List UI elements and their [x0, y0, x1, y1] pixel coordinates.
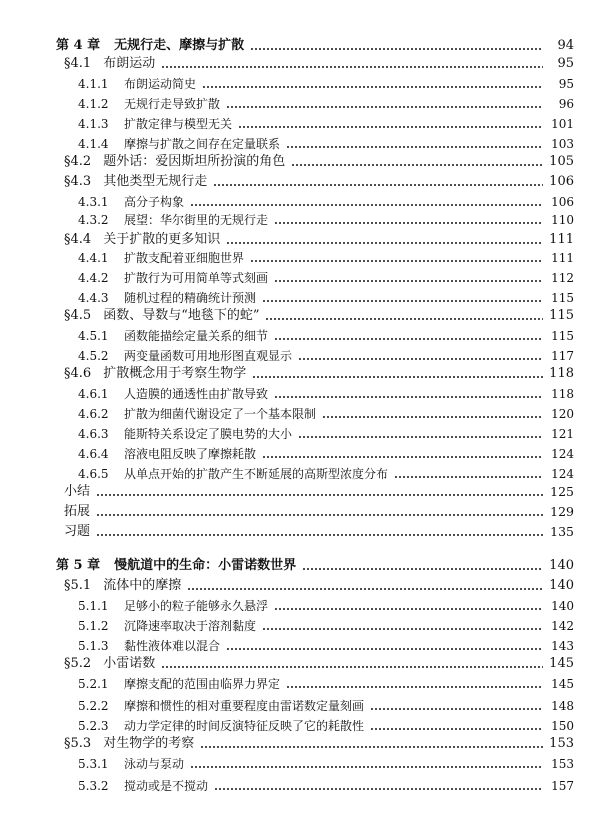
toc-entry: [0, 268, 614, 288]
toc-entry-page: 118: [549, 366, 574, 381]
dot-leader: [262, 628, 543, 630]
dot-leader: [252, 376, 543, 378]
toc-entry: [0, 384, 614, 404]
toc-entry: [0, 596, 614, 616]
toc-entry-page: 125: [550, 484, 574, 499]
toc-entry-page: 115: [549, 308, 574, 323]
toc-entry-number: §4.1: [64, 56, 92, 71]
dot-leader: [298, 436, 543, 438]
toc-entry: [0, 556, 614, 576]
toc-entry-number: 4.1.3: [78, 117, 109, 131]
toc-entry-page: 140: [551, 599, 574, 613]
toc-entry-number: §5.2: [64, 656, 92, 671]
toc-entry-title: 无规行走、摩擦与扩散: [114, 38, 245, 53]
dot-leader: [262, 300, 543, 302]
toc-entry-title: 扩散概念用于考察生物学: [103, 366, 247, 381]
toc-entry-title: 摩擦和惯性的相对重要程度由雷诺数定量刻画: [124, 699, 365, 713]
toc-entry-page: 153: [549, 736, 574, 751]
toc-entry-title: 函数能描绘定量关系的细节: [124, 329, 269, 343]
dot-leader: [250, 48, 543, 50]
toc-entry-title: 小结: [64, 484, 91, 499]
toc-entry: [0, 716, 614, 736]
toc-entry-number: 4.4.1: [78, 251, 109, 265]
toc-entry-page: 129: [550, 504, 574, 519]
toc-entry-number: 5.3.1: [78, 757, 109, 771]
toc-entry-title: 习题: [64, 524, 91, 539]
toc-entry-page: 150: [551, 719, 574, 733]
toc-entry-title: 布朗运动简史: [124, 77, 197, 91]
toc-entry-number: 4.6.1: [78, 387, 109, 401]
toc-entry-title: 足够小的粒子能够永久悬浮: [124, 599, 269, 613]
toc-entry-page: 103: [551, 137, 574, 151]
dot-leader: [322, 416, 543, 418]
toc-entry: [0, 734, 614, 754]
toc-entry-page: 94: [557, 38, 574, 53]
dot-leader: [190, 204, 543, 206]
toc-entry-title: 流体中的摩擦: [103, 578, 182, 593]
toc-entry-page: 124: [551, 467, 574, 481]
dot-leader: [286, 686, 543, 688]
dot-leader: [96, 514, 543, 516]
toc-entry-page: 115: [551, 329, 574, 343]
toc-entry-page: 105: [549, 154, 574, 169]
dot-leader: [274, 396, 543, 398]
dot-leader: [238, 126, 543, 128]
toc-entry-number: §4.4: [64, 232, 92, 247]
dot-leader: [370, 708, 543, 710]
toc-entry-number: 4.1.2: [78, 97, 109, 111]
toc-entry-number: 第 5 章: [56, 558, 101, 573]
dot-leader: [394, 476, 543, 478]
toc-entry: [0, 210, 614, 230]
toc-entry-title: 人造膜的通透性由扩散导致: [124, 387, 269, 401]
dot-leader: [226, 242, 543, 244]
toc-entry: [0, 754, 614, 774]
toc-entry-page: 106: [549, 174, 574, 189]
toc-entry-title: 扩散支配着亚细胞世界: [124, 251, 245, 265]
toc-entry: [0, 326, 614, 346]
toc-entry: [0, 404, 614, 424]
toc-entry-title: 搅动或是不搅动: [124, 779, 209, 793]
toc-entry-page: 121: [551, 427, 574, 441]
toc-entry-page: 142: [551, 619, 574, 633]
toc-entry-title: 慢航道中的生命：小雷诺数世界: [114, 558, 297, 573]
toc-entry-page: 153: [551, 757, 574, 771]
toc-entry-number: 第 4 章: [56, 38, 101, 53]
toc-entry: [0, 74, 614, 94]
toc-entry-number: §4.5: [64, 308, 92, 323]
dot-leader: [274, 222, 543, 224]
toc-entry-page: 145: [549, 656, 574, 671]
toc-entry-number: 4.6.2: [78, 407, 109, 421]
toc-entry-title: 拓展: [64, 504, 91, 519]
dot-leader: [291, 164, 543, 166]
toc-entry-title: 扩散行为可用简单等式刻画: [124, 271, 269, 285]
toc-entry: [0, 522, 614, 542]
toc-entry: [0, 172, 614, 192]
toc-entry: [0, 696, 614, 716]
toc-entry-page: 112: [551, 271, 574, 285]
toc-entry: [0, 114, 614, 134]
toc-entry-title: 两变量函数可用地形图直观显示: [124, 349, 293, 363]
dot-leader: [298, 358, 543, 360]
toc-entry-number: 5.2.3: [78, 719, 109, 733]
toc-entry: [0, 306, 614, 326]
toc-entry: [0, 616, 614, 636]
toc-entry-number: §4.2: [64, 154, 92, 169]
toc-entry-title: 泳动与泵动: [124, 757, 185, 771]
toc-entry-title: 扩散定律与模型无关: [124, 117, 233, 131]
toc-entry: [0, 776, 614, 796]
toc-entry-page: 111: [549, 232, 574, 247]
dot-leader: [274, 338, 543, 340]
toc-entry-number: §5.3: [64, 736, 92, 751]
toc-entry-page: 110: [551, 213, 574, 227]
toc-entry-number: 4.1.4: [78, 137, 109, 151]
toc-entry-title: 其他类型无规行走: [103, 174, 208, 189]
toc-entry: [0, 192, 614, 212]
dot-leader: [370, 728, 543, 730]
toc-entry-page: 95: [558, 77, 574, 91]
toc-entry-page: 117: [551, 349, 574, 363]
toc-entry-page: 120: [551, 407, 574, 421]
toc-entry-title: 沉降速率取决于溶剂黏度: [124, 619, 257, 633]
toc-entry-title: 摩擦与扩散之间存在定量联系: [124, 137, 281, 151]
toc-entry: [0, 364, 614, 384]
toc-entry-number: §5.1: [64, 578, 92, 593]
toc-entry-number: 5.2.2: [78, 699, 109, 713]
toc-entry-title: 布朗运动: [103, 56, 156, 71]
toc-entry-title: 从单点开始的扩散产生不断延展的高斯型浓度分布: [124, 467, 389, 481]
toc-entry-title: 动力学定律的时间反演特征反映了它的耗散性: [124, 719, 365, 733]
toc-entry-page: 143: [551, 639, 574, 653]
toc-entry-number: 5.2.1: [78, 677, 109, 691]
toc-entry: [0, 288, 614, 308]
dot-leader: [161, 66, 543, 68]
toc-entry-page: 101: [551, 117, 574, 131]
toc-entry: [0, 636, 614, 656]
toc-entry-title: 小雷诺数: [103, 656, 156, 671]
toc-entry-title: 展望：华尔街里的无规行走: [124, 213, 269, 227]
toc-entry-title: 黏性液体难以混合: [124, 639, 221, 653]
dot-leader: [200, 746, 543, 748]
toc-entry-number: 5.1.1: [78, 599, 109, 613]
toc-entry-number: 5.1.3: [78, 639, 109, 653]
dot-leader: [302, 568, 543, 570]
toc-entry-title: 能斯特关系设定了膜电势的大小: [124, 427, 293, 441]
toc-entry-title: 函数、导数与“地毯下的蛇”: [103, 308, 260, 323]
dot-leader: [265, 318, 543, 320]
toc-entry-title: 扩散为细菌代谢设定了一个基本限制: [124, 407, 317, 421]
toc-entry-page: 115: [551, 291, 574, 305]
dot-leader: [274, 608, 543, 610]
toc-entry-title: 溶液电阻反映了摩擦耗散: [124, 447, 257, 461]
toc-entry: [0, 152, 614, 172]
dot-leader: [96, 534, 543, 536]
dot-leader: [274, 280, 543, 282]
toc-entry-title: 摩擦支配的范围由临界力界定: [124, 677, 281, 691]
toc-entry-number: 4.6.5: [78, 467, 109, 481]
toc-entry: [0, 444, 614, 464]
toc-entry-page: 111: [551, 251, 574, 265]
toc-entry: [0, 502, 614, 522]
toc-entry-number: §4.3: [64, 174, 92, 189]
toc-entry-page: 145: [551, 677, 574, 691]
toc-entry-title: 高分子构象: [124, 195, 185, 209]
toc-entry-number: 4.4.2: [78, 271, 109, 285]
toc-entry: [0, 134, 614, 154]
dot-leader: [226, 648, 543, 650]
toc-entry: [0, 482, 614, 502]
toc-entry-number: 4.3.1: [78, 195, 109, 209]
dot-leader: [250, 260, 543, 262]
toc-entry-number: 4.3.2: [78, 213, 109, 227]
toc-entry-page: 135: [550, 524, 574, 539]
toc-entry: [0, 464, 614, 484]
toc-entry: [0, 576, 614, 596]
toc-entry-page: 95: [557, 56, 574, 71]
toc-entry-page: 157: [551, 779, 574, 793]
dot-leader: [226, 106, 543, 108]
toc-entry-title: 随机过程的精确统计预测: [124, 291, 257, 305]
toc-entry-number: 4.6.3: [78, 427, 109, 441]
toc-entry-page: 106: [551, 195, 574, 209]
dot-leader: [202, 86, 543, 88]
toc-entry: [0, 674, 614, 694]
toc-entry-number: 4.5.2: [78, 349, 109, 363]
toc-entry-number: 4.4.3: [78, 291, 109, 305]
toc-entry-title: 关于扩散的更多知识: [103, 232, 221, 247]
dot-leader: [214, 788, 543, 790]
toc-entry: [0, 248, 614, 268]
toc-entry: [0, 346, 614, 366]
toc-entry-page: 96: [558, 97, 574, 111]
dot-leader: [187, 588, 543, 590]
toc-entry-title: 无规行走导致扩散: [124, 97, 221, 111]
toc-entry: [0, 54, 614, 74]
dot-leader: [262, 456, 543, 458]
dot-leader: [213, 184, 543, 186]
toc-entry-title: 对生物学的考察: [103, 736, 195, 751]
dot-leader: [190, 766, 543, 768]
toc-entry-page: 124: [551, 447, 574, 461]
toc-entry-title: 题外话：爱因斯坦所扮演的角色: [103, 154, 286, 169]
dot-leader: [286, 146, 543, 148]
dot-leader: [161, 666, 543, 668]
toc-entry-number: 5.1.2: [78, 619, 109, 633]
toc-entry-number: 5.3.2: [78, 779, 109, 793]
toc-entry: [0, 36, 614, 56]
toc-entry: [0, 230, 614, 250]
toc-entry-number: 4.1.1: [78, 77, 109, 91]
toc-entry-page: 118: [551, 387, 574, 401]
toc-entry: [0, 654, 614, 674]
toc-entry: [0, 94, 614, 114]
toc-entry-number: §4.6: [64, 366, 92, 381]
toc-entry: [0, 424, 614, 444]
toc-entry-number: 4.6.4: [78, 447, 109, 461]
toc-entry-page: 148: [551, 699, 574, 713]
dot-leader: [96, 494, 543, 496]
toc-entry-page: 140: [549, 558, 574, 573]
toc-entry-page: 140: [549, 578, 574, 593]
toc-entry-number: 4.5.1: [78, 329, 109, 343]
